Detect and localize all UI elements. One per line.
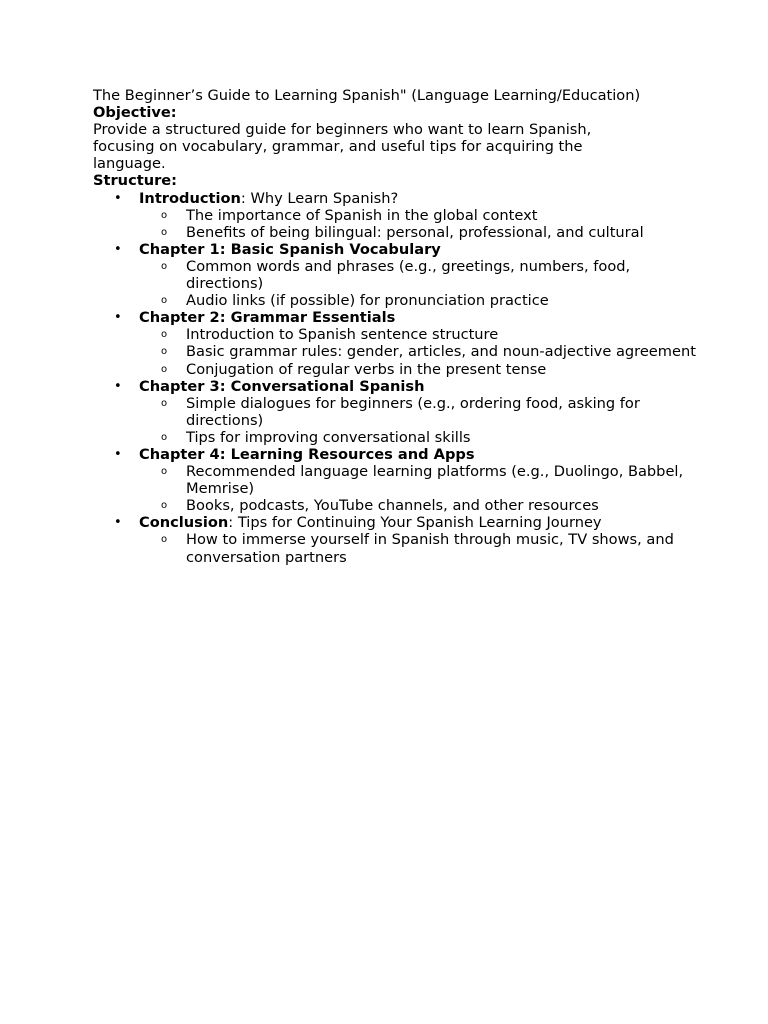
document-page — [93, 87, 696, 566]
structure-outline — [93, 189, 696, 566]
list-item — [139, 292, 696, 309]
section-chapter-1 — [93, 241, 693, 309]
list-item — [139, 429, 696, 446]
sub-bullet-icon: o — [161, 346, 168, 358]
list-item — [139, 395, 696, 429]
list-item-text: Benefits of being bilingual: personal, professional, and cultural — [186, 223, 644, 241]
list-item-text: How to immerse yourself in Spanish through music, TV shows, and conversation partners — [186, 531, 674, 566]
list-item-text: Common words and phrases (e.g., greetings, numbers, food, directions) — [186, 257, 631, 293]
list-item — [139, 224, 696, 241]
sub-bullet-icon: o — [161, 295, 168, 307]
sub-bullet-icon: o — [161, 397, 168, 409]
list-item-text: Simple dialogues for beginners (e.g., ordering food, asking for directions) — [186, 394, 640, 429]
list-item — [139, 361, 696, 378]
document-title: The Beginner’s Guide to Learning Spanish" (Language Learning/Education) — [93, 87, 641, 104]
section-heading: Chapter 4: Learning Resources and Apps — [139, 445, 475, 463]
list-item-text: Recommended language learning platforms (e.g., Duolingo, Babbel, Memrise) — [186, 463, 684, 498]
sub-bullet-icon: o — [161, 534, 168, 546]
sub-bullet-icon: o — [161, 431, 168, 443]
list-item-text: Basic grammar rules: gender, articles, and noun-adjective agreement — [186, 343, 696, 361]
list-item-text: Introduction to Spanish sentence structure — [186, 326, 499, 344]
sub-bullet-icon: o — [161, 329, 168, 341]
section-subtitle: : Why Learn Spanish? — [240, 189, 399, 207]
objective-label: Objective: — [93, 104, 177, 122]
list-item — [139, 531, 696, 565]
bullet-icon: • — [114, 378, 122, 394]
section-chapter-2 — [93, 309, 696, 378]
section-items — [139, 463, 693, 514]
list-item — [139, 258, 696, 292]
bullet-icon: • — [114, 515, 122, 531]
list-item — [139, 326, 696, 343]
sub-bullet-icon: o — [161, 226, 168, 238]
sub-bullet-icon: o — [161, 363, 168, 375]
section-heading: Chapter 1: Basic Spanish Vocabulary — [139, 240, 441, 258]
section-chapter-4 — [93, 446, 693, 514]
section-heading: Chapter 3: Conversational Spanish — [139, 377, 425, 395]
list-item — [139, 497, 696, 514]
list-item-text: Audio links (if possible) for pronunciation practice — [186, 292, 549, 310]
sub-bullet-icon: o — [161, 466, 168, 478]
structure-label: Structure: — [93, 172, 178, 190]
list-item-text: Tips for improving conversational skills — [186, 428, 471, 446]
bullet-icon: • — [114, 310, 122, 326]
sub-bullet-icon: o — [161, 500, 168, 512]
sub-bullet-icon: o — [161, 209, 168, 221]
section-subtitle: : Tips for Continuing Your Spanish Learning Journey — [228, 514, 602, 532]
section-heading: Introduction — [139, 189, 241, 207]
list-item — [139, 207, 696, 224]
list-item — [139, 343, 696, 360]
section-heading: Conclusion — [139, 514, 229, 532]
list-item — [139, 463, 696, 497]
section-chapter-3 — [93, 378, 693, 446]
section-items — [139, 326, 696, 378]
bullet-icon: • — [114, 446, 122, 462]
bullet-icon: • — [114, 190, 122, 206]
list-item-text: Books, podcasts, YouTube channels, and other resources — [186, 497, 599, 515]
section-heading: Chapter 2: Grammar Essentials — [139, 309, 396, 327]
section-items — [139, 258, 693, 309]
section-introduction — [93, 190, 693, 241]
section-conclusion — [93, 514, 693, 565]
section-items — [139, 207, 693, 241]
list-item-text: The importance of Spanish in the global context — [186, 206, 538, 224]
section-items — [139, 395, 693, 446]
bullet-icon: • — [114, 241, 122, 257]
sub-bullet-icon: o — [161, 260, 168, 272]
objective-text: Provide a structured guide for beginners who want to learn Spanish, focusing on vocabulary, grammar, and useful tips for acquiring the language. — [93, 121, 592, 173]
list-item-text: Conjugation of regular verbs in the present tense — [186, 360, 547, 378]
section-items — [139, 531, 693, 565]
